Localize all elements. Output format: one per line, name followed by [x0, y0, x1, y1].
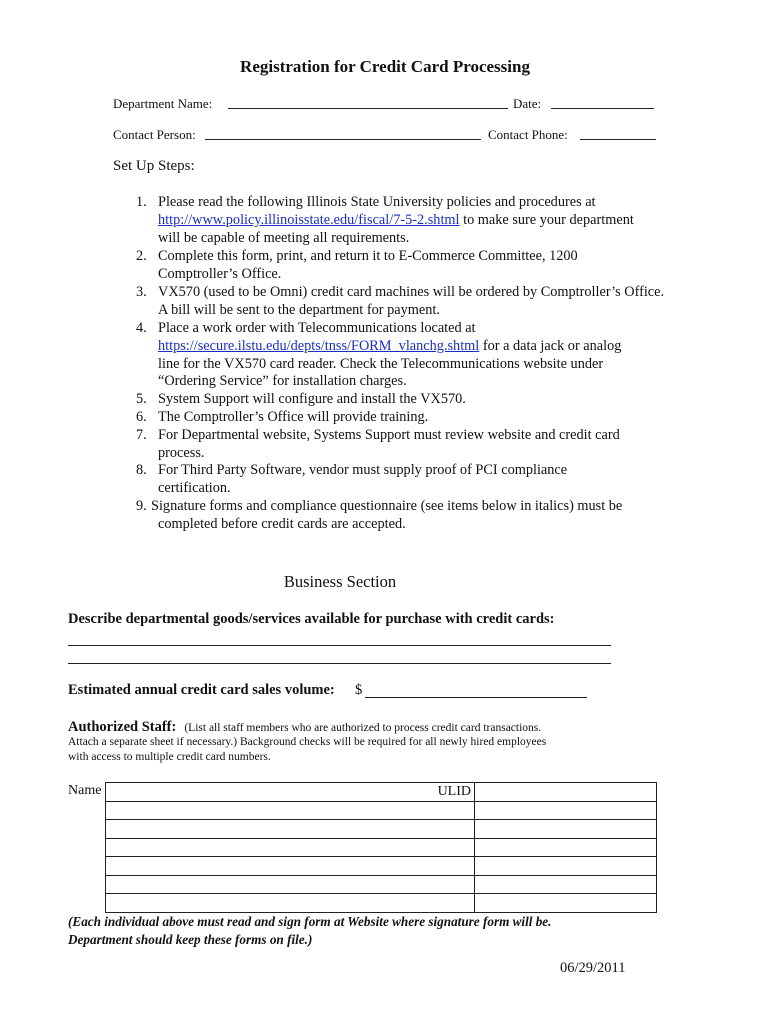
- table-cell[interactable]: [106, 838, 475, 857]
- signature-note-line-1: (Each individual above must read and sign form at Website where signature form will be.: [68, 914, 552, 929]
- table-row: [106, 838, 657, 857]
- setup-steps-heading: Set Up Steps:: [113, 158, 195, 174]
- table-cell[interactable]: [475, 857, 657, 876]
- contact-person-field[interactable]: [205, 139, 481, 140]
- date-label: Date:: [513, 96, 542, 111]
- staff-note-line-2: Attach a separate sheet if necessary.) Background checks will be required for all newly hired employees: [68, 736, 547, 748]
- table-row: [106, 875, 657, 894]
- department-name-field[interactable]: [228, 108, 508, 109]
- page-title: Registration for Credit Card Processing: [240, 57, 530, 76]
- date-field[interactable]: [551, 108, 654, 109]
- sales-volume-field[interactable]: [365, 697, 587, 698]
- business-section-heading: Business Section: [283, 572, 397, 591]
- table-row: [106, 894, 657, 913]
- table-row: [106, 801, 657, 820]
- staff-note-line-3: with access to multiple credit card numbers.: [68, 751, 271, 763]
- table-cell[interactable]: [475, 801, 657, 820]
- table-row: [106, 783, 657, 802]
- contact-phone-label: Contact Phone:: [488, 127, 568, 142]
- table-row: [106, 857, 657, 876]
- department-name-label: Department Name:: [113, 96, 213, 111]
- table-cell[interactable]: [106, 875, 475, 894]
- table-cell[interactable]: [106, 820, 475, 839]
- authorized-staff-block: [68, 718, 541, 736]
- policy-link[interactable]: http://www.policy.illinoisstate.edu/fiscal/7-5-2.shtml: [158, 211, 460, 228]
- goods-services-label: Describe departmental goods/services available for purchase with credit cards:: [68, 611, 555, 627]
- table-cell[interactable]: [106, 857, 475, 876]
- staff-table: [105, 782, 657, 913]
- currency-symbol: $: [355, 682, 363, 698]
- table-cell[interactable]: [106, 894, 475, 913]
- staff-note-line-1: (List all staff members who are authorized to process credit card transactions.: [184, 722, 542, 734]
- goods-services-line-1[interactable]: [68, 645, 611, 646]
- contact-person-label: Contact Person:: [113, 127, 196, 142]
- table-row: [106, 820, 657, 839]
- goods-services-line-2[interactable]: [68, 663, 611, 664]
- table-cell[interactable]: [475, 894, 657, 913]
- table-cell[interactable]: [475, 875, 657, 894]
- ulid-column-header: ULID: [437, 783, 471, 799]
- name-column-header: Name: [68, 783, 102, 798]
- table-cell[interactable]: [475, 783, 657, 802]
- table-cell[interactable]: [106, 801, 475, 820]
- table-cell[interactable]: [475, 820, 657, 839]
- ulid-header-cell: [106, 783, 475, 802]
- authorized-staff-label: Authorized Staff:: [68, 719, 177, 735]
- signature-note-line-2: Department should keep these forms on file.): [68, 932, 313, 947]
- contact-phone-field[interactable]: [580, 139, 656, 140]
- footer-date: 06/29/2011: [560, 960, 626, 976]
- sales-volume-label: Estimated annual credit card sales volume:: [68, 682, 335, 698]
- telecom-link[interactable]: https://secure.ilstu.edu/depts/tnss/FORM_vlanchg.shtml: [158, 337, 480, 354]
- table-cell[interactable]: [475, 838, 657, 857]
